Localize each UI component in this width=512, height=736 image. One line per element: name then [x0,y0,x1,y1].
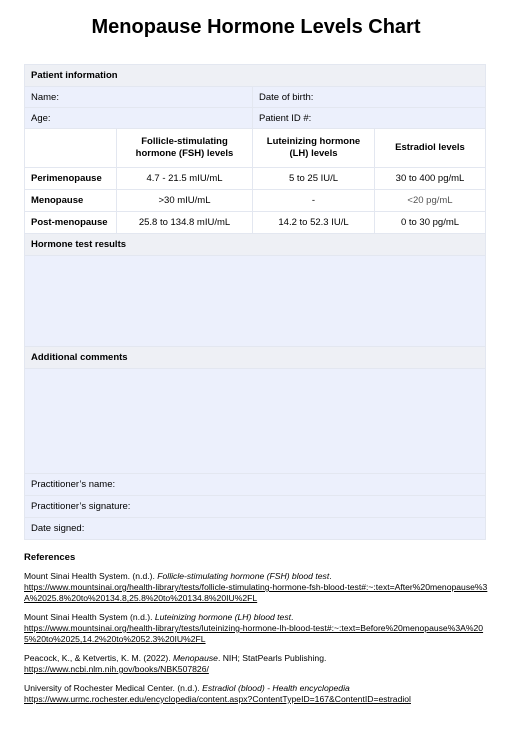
date-signed-field[interactable]: Date signed: [25,518,486,540]
reference-suffix: . [291,612,294,622]
stage-label: Post-menopause [25,212,117,234]
date-of-birth-field[interactable]: Date of birth: [253,87,486,108]
test-results-field[interactable] [25,256,486,347]
reference-item [24,612,494,645]
comments-field[interactable] [25,369,486,474]
reference-item [24,683,494,705]
reference-link[interactable]: https://www.ncbi.nlm.nih.gov/books/NBK507826/ [24,664,209,674]
lh-value: - [253,190,375,212]
stage-label: Menopause [25,190,117,212]
reference-prefix: University of Rochester Medical Center. (n.d.). [24,683,203,693]
references-heading: References [24,552,76,563]
table-row [25,168,486,190]
reference-prefix: Mount Sinai Health System. (n.d.). [24,571,158,581]
levels-header-blank [25,129,117,168]
comments-section-label: Additional comments [25,347,486,369]
reference-title: Follicle-stimulating hormone (FSH) blood test [157,571,330,581]
lh-value: 14.2 to 52.3 IU/L [253,212,375,234]
hormone-form [24,64,486,540]
reference-prefix: Mount Sinai Health System (n.d.). [24,612,155,622]
reference-link[interactable]: https://www.urmc.rochester.edu/encyclopedia/content.aspx?ContentTypeID=167&ContentID=estradiol [24,694,411,704]
estradiol-value: 0 to 30 pg/mL [375,212,486,234]
name-field[interactable]: Name: [25,87,253,108]
reference-prefix: Peacock, K., & Ketvertis, K. M. (2022). [24,653,174,663]
estradiol-column-header: Estradiol levels [375,129,486,168]
practitioner-signature-field[interactable]: Practitioner’s signature: [25,496,486,518]
reference-title: Luteinizing hormone (LH) blood test [154,612,292,622]
reference-suffix: . NIH; StatPearls Publishing. [217,653,327,663]
fsh-value: 4.7 - 21.5 mIU/mL [117,168,253,190]
lh-column-header: Luteinizing hormone (LH) levels [253,129,375,168]
table-row [25,190,486,212]
practitioner-name-field[interactable]: Practitioner’s name: [25,474,486,496]
references-section [24,552,494,713]
reference-link[interactable]: https://www.mountsinai.org/health-library/tests/luteinizing-hormone-lh-blood-test#:~:text=Before%20menopause%3A%205%20to%2025,14.2%20to%2052.3%20IU%2FL [24,623,484,644]
reference-item [24,571,494,604]
fsh-value: >30 mIU/mL [117,190,253,212]
lh-value: 5 to 25 IU/L [253,168,375,190]
estradiol-value: 30 to 400 pg/mL [375,168,486,190]
age-field[interactable]: Age: [25,108,253,129]
stage-label: Perimenopause [25,168,117,190]
reference-title: Menopause [173,653,218,663]
table-row [25,212,486,234]
reference-link[interactable]: https://www.mountsinai.org/health-library/tests/follicle-stimulating-hormone-fsh-blood-test#:~:text=After%20menopause%3A%2025.8%20to%20134.8,25.8%20to%20134.8%20IU%2FL [24,582,488,603]
reference-item [24,653,494,675]
patient-id-field[interactable]: Patient ID #: [253,108,486,129]
test-results-section-label: Hormone test results [25,234,486,256]
fsh-value: 25.8 to 134.8 mIU/mL [117,212,253,234]
fsh-column-header: Follicle-stimulating hormone (FSH) levels [117,129,253,168]
page-title: Menopause Hormone Levels Chart [91,16,421,38]
reference-title: Estradiol (blood) - Health encyclopedia [202,683,350,693]
reference-suffix: . [329,571,332,581]
estradiol-value: <20 pg/mL [375,190,486,212]
patient-info-section-label: Patient information [25,65,486,87]
